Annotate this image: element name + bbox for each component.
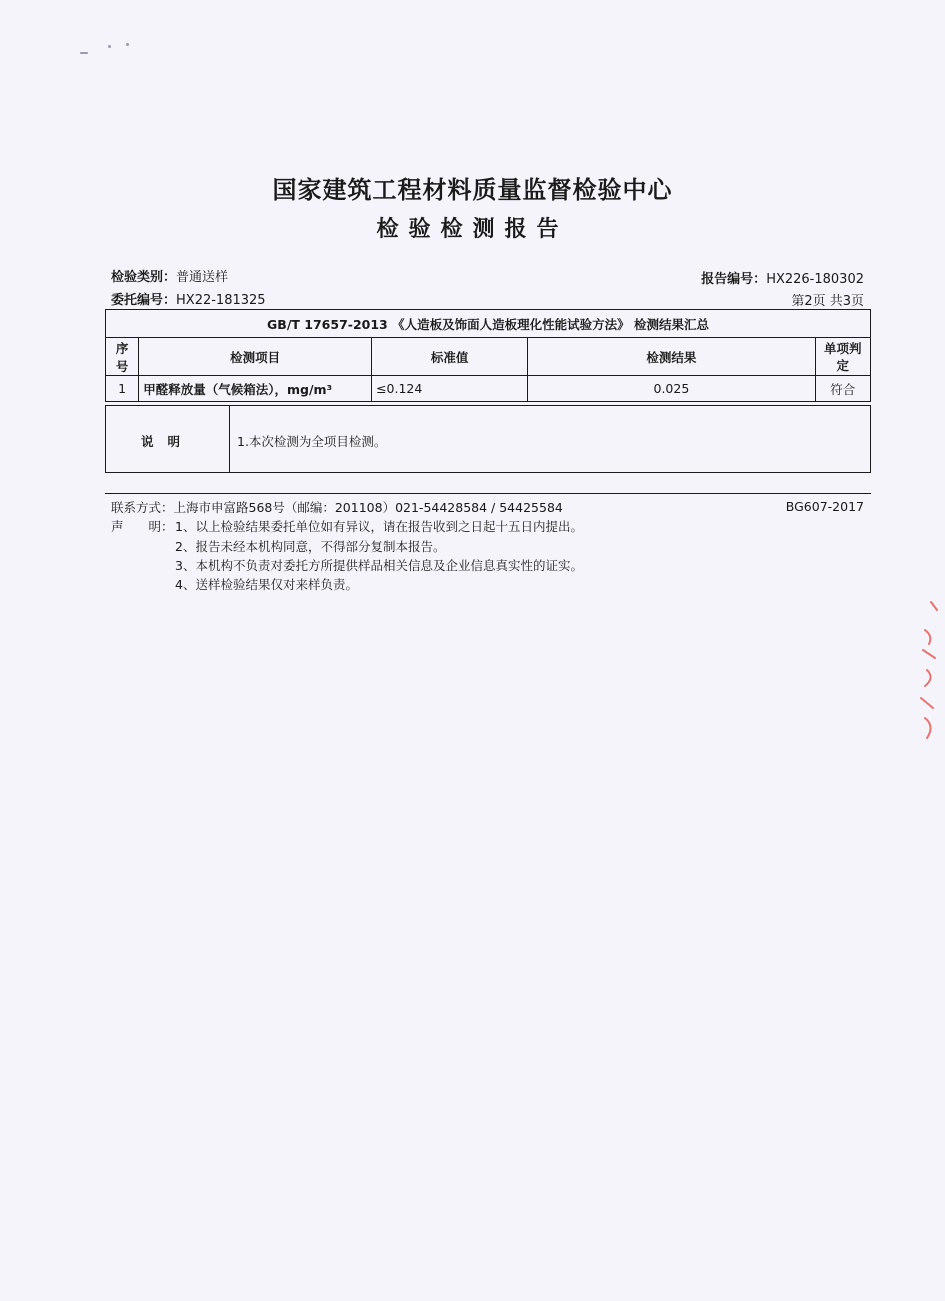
- cell-verdict: 符合: [815, 376, 870, 402]
- inspection-type-value: 普通送样: [176, 270, 229, 285]
- cell-no: 1: [106, 376, 139, 402]
- statement-label: 声 明：: [111, 519, 174, 534]
- header-standard: 标准值: [372, 338, 528, 376]
- inspection-type: [111, 266, 228, 285]
- institution-title: 国家建筑工程材料质量监督检验中心: [272, 176, 673, 204]
- table-header-row: [106, 338, 871, 376]
- results-table: [105, 309, 871, 402]
- statement-item: 4、送样检验结果仅对来样负责。: [175, 577, 358, 592]
- footer-divider: [105, 493, 871, 494]
- report-number: [701, 268, 864, 287]
- dust-speck: [108, 45, 111, 48]
- statement-item: 1、以上检验结果委托单位如有异议，请在报告收到之日起十五日内提出。: [175, 519, 583, 534]
- contact-info: 联系方式：上海市申富路568号（邮编：201108）021-54428584 / 54425584: [111, 500, 563, 515]
- report-number-value: HX226-180302: [766, 272, 864, 287]
- table-row: [106, 376, 871, 402]
- notes-label: 说明: [141, 434, 195, 449]
- dust-speck: [80, 52, 88, 54]
- dust-speck: [126, 43, 129, 46]
- cell-result: 0.025: [528, 376, 815, 402]
- table-caption-row: [106, 310, 871, 338]
- report-number-label: 报告编号：: [701, 272, 767, 287]
- header-no: 序号: [106, 338, 139, 376]
- entrust-number-label: 委托编号：: [111, 293, 177, 308]
- notes-text: 1.本次检测为全项目检测。: [237, 434, 387, 449]
- statement-item: 2、报告未经本机构同意，不得部分复制本报告。: [175, 539, 446, 554]
- cell-item: 甲醛释放量（气候箱法），mg/m³: [139, 376, 372, 402]
- inspection-type-label: 检验类别：: [111, 270, 177, 285]
- cell-standard: ≤0.124: [372, 376, 528, 402]
- header-result: 检测结果: [528, 338, 815, 376]
- notes-box: [105, 405, 871, 473]
- header-item: 检测项目: [139, 338, 372, 376]
- entrust-number: [111, 289, 266, 308]
- form-code: BG607-2017: [785, 499, 864, 514]
- entrust-number-value: HX22-181325: [176, 293, 266, 308]
- red-seal-edge: [911, 600, 939, 750]
- report-title: 检验检测报告: [376, 217, 569, 242]
- header-verdict: 单项判定: [815, 338, 870, 376]
- notes-label-cell: [106, 406, 230, 472]
- table-caption: GB/T 17657-2013 《人造板及饰面人造板理化性能试验方法》 检测结果汇总: [106, 310, 871, 338]
- statement-item: 3、本机构不负责对委托方所提供样品相关信息及企业信息真实性的证实。: [175, 558, 583, 573]
- page-info: 第2页 共3页: [791, 294, 864, 309]
